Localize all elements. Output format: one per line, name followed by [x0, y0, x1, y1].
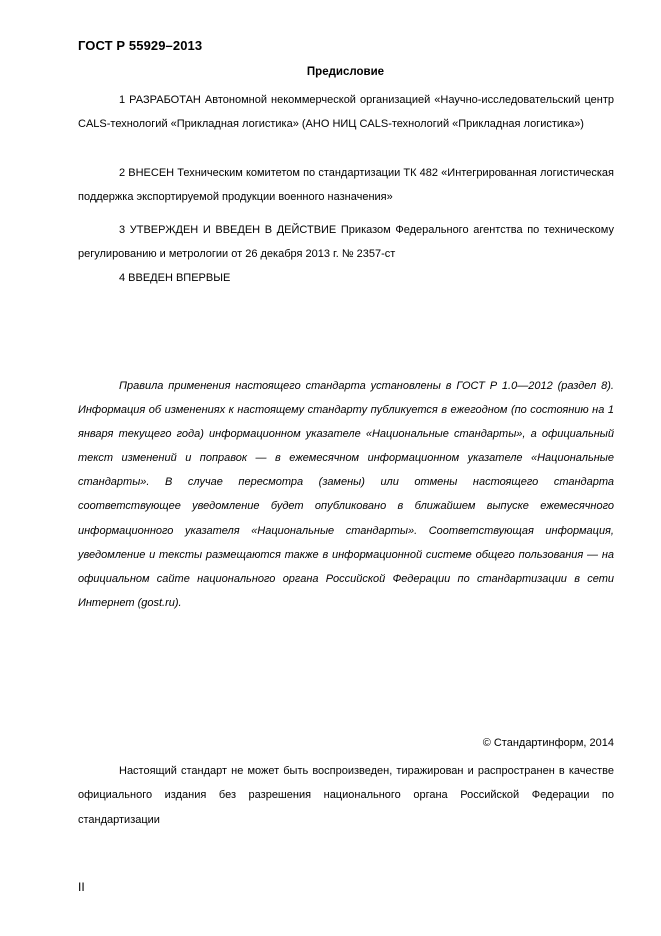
page-number: II — [78, 880, 85, 894]
foreword-item-developed: 1 РАЗРАБОТАН Автономной некоммерческой организацией «Научно-исследовательский центр CALS-технологий «Прикладная логистика» (АНО НИЦ CALS-технологий «Прикладная логистика») — [78, 94, 614, 131]
application-rules-notice: Правила применения настоящего стандарта установлены в ГОСТ Р 1.0—2012 (раздел 8). Информация об изменениях к настоящему стандарту публикуется в ежегодном (по состоянию на 1 января текущего года) информационном указателе «Национальные стандарты», а официальный текст изменений и поправок — в ежемесячном информационном указателе «Национальные стандарты». В случае пересмотра (замены) или отмены настоящего стандарта соответствующее уведомление будет опубликовано в ближайшем выпуске ежемесячного информационного указателя «Национальные стандарты». Соответствующая информация, уведомление и тексты размещаются также в информационной системе общего пользования — на официальном сайте национального органа Российской Федерации по стандартизации в сети Интернет (gost.ru). — [78, 380, 614, 609]
foreword-item-approved: 3 УТВЕРЖДЕН И ВВЕДЕН В ДЕЙСТВИЕ Приказом Федерального агентства по техническому регулированию и метрологии от 26 декабря 2013 г. № 2357-ст — [78, 224, 614, 261]
reproduction-notice: Настоящий стандарт не может быть воспроизведен, тиражирован и распространен в качестве официального издания без разрешения национального органа Российской Федерации по стандартизации — [78, 765, 614, 826]
foreword-item-submitted: 2 ВНЕСЕН Техническим комитетом по стандартизации ТК 482 «Интегрированная логистическая поддержка экспортируемой продукции военного назначения» — [78, 167, 614, 204]
foreword-title: Предисловие — [306, 66, 385, 78]
foreword-item-introduced: 4 ВВЕДЕН ВПЕРВЫЕ — [119, 272, 231, 284]
document-code: ГОСТ Р 55929–2013 — [78, 38, 203, 53]
copyright-line: © Стандартинформ, 2014 — [482, 737, 614, 749]
